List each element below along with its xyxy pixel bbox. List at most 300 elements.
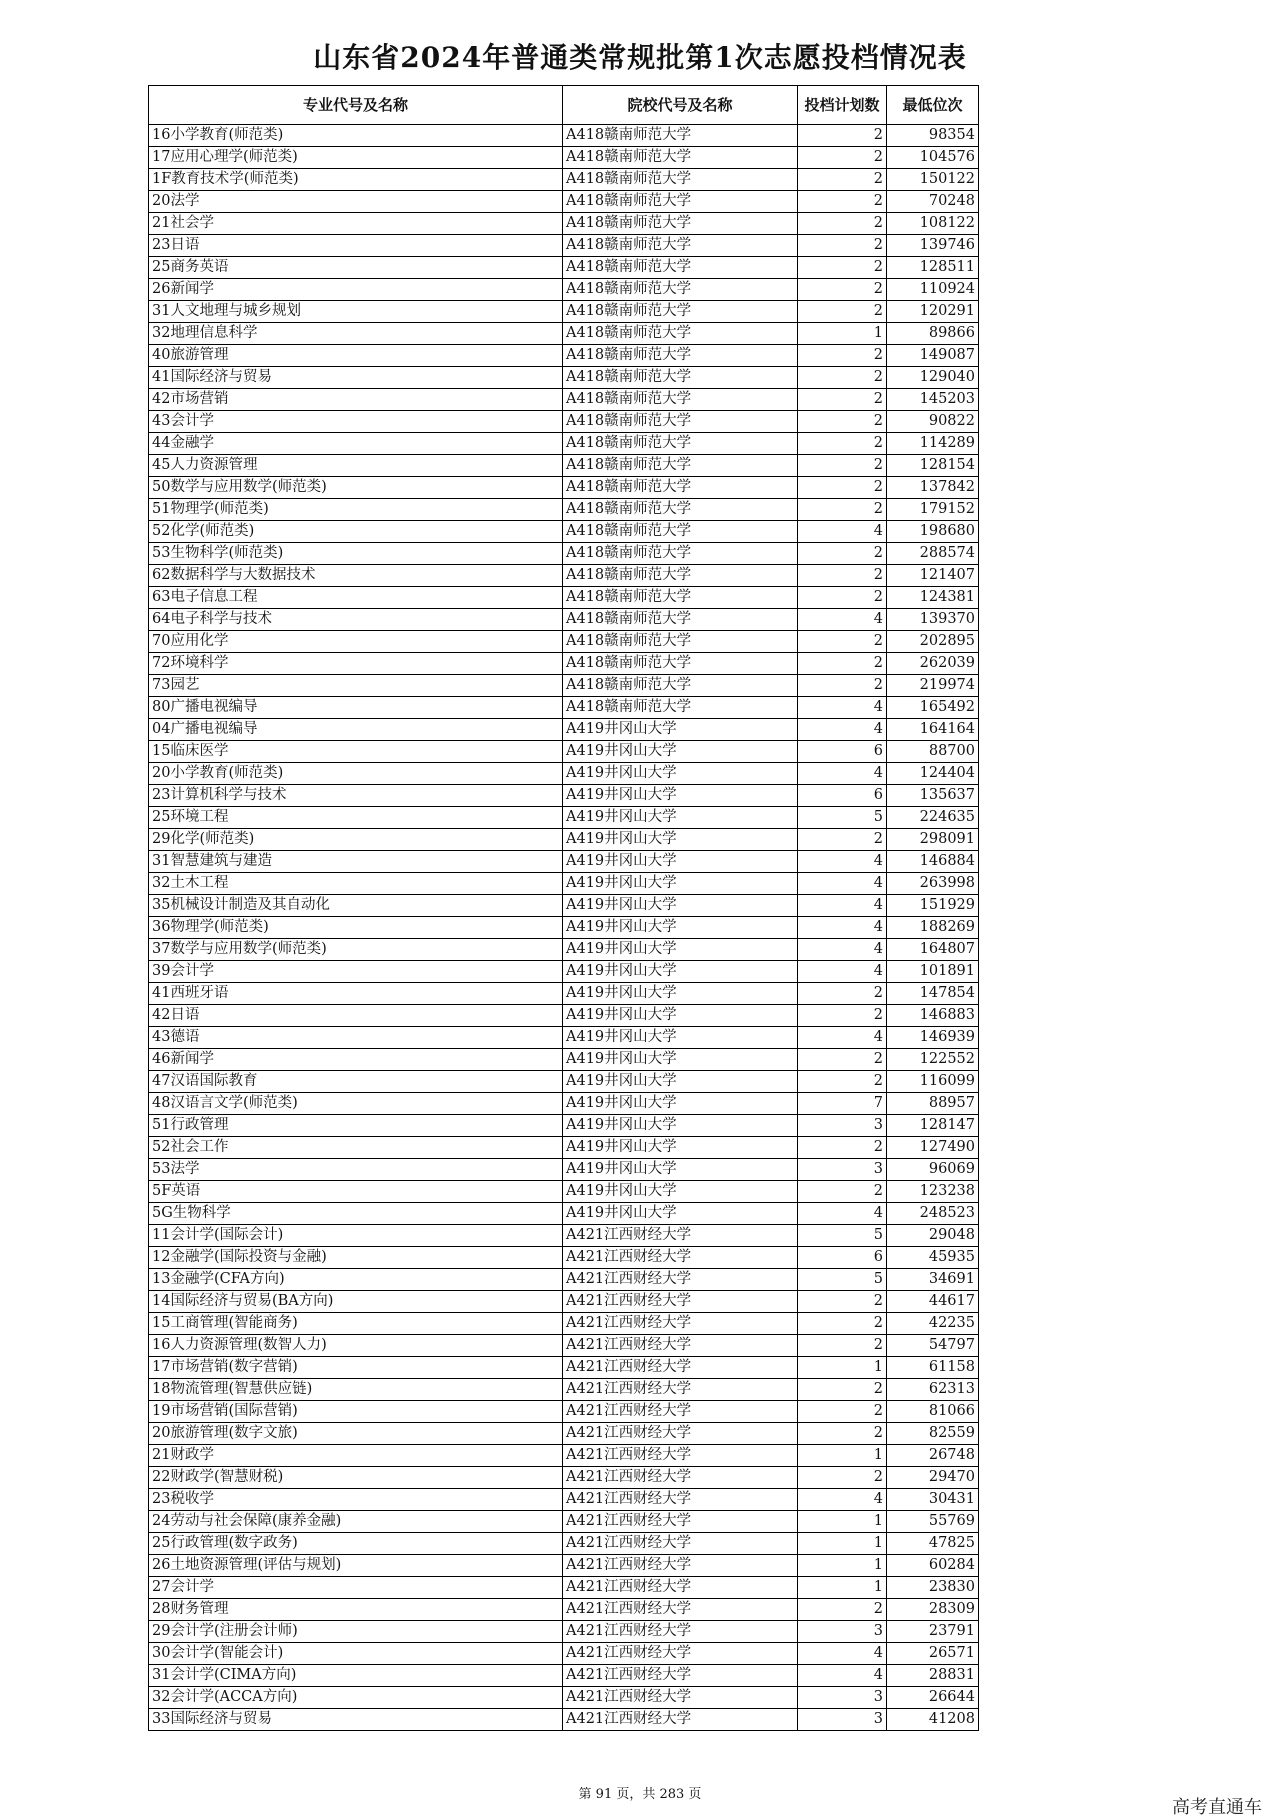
rank-cell: 28831 xyxy=(887,1665,979,1687)
rank-cell: 89866 xyxy=(887,323,979,345)
school-cell: A419井冈山大学 xyxy=(563,807,798,829)
plan-cell: 2 xyxy=(798,1423,887,1445)
plan-cell: 7 xyxy=(798,1093,887,1115)
watermark-text: 高考直通车 xyxy=(1172,1797,1262,1818)
major-cell: 31人文地理与城乡规划 xyxy=(149,301,563,323)
school-cell: A418赣南师范大学 xyxy=(563,257,798,279)
plan-cell: 2 xyxy=(798,433,887,455)
table-row xyxy=(149,961,979,983)
major-cell: 33国际经济与贸易 xyxy=(149,1709,563,1731)
table-row xyxy=(149,719,979,741)
rank-cell: 96069 xyxy=(887,1159,979,1181)
major-cell: 52化学(师范类) xyxy=(149,521,563,543)
rank-cell: 248523 xyxy=(887,1203,979,1225)
major-cell: 40旅游管理 xyxy=(149,345,563,367)
table-header-row xyxy=(149,86,979,125)
plan-cell: 2 xyxy=(798,367,887,389)
school-cell: A418赣南师范大学 xyxy=(563,389,798,411)
plan-cell: 2 xyxy=(798,829,887,851)
major-cell: 17市场营销(数字营销) xyxy=(149,1357,563,1379)
school-cell: A421江西财经大学 xyxy=(563,1269,798,1291)
table-row xyxy=(149,1665,979,1687)
school-cell: A421江西财经大学 xyxy=(563,1511,798,1533)
major-cell: 15工商管理(智能商务) xyxy=(149,1313,563,1335)
table-row xyxy=(149,1137,979,1159)
rank-cell: 146939 xyxy=(887,1027,979,1049)
major-cell: 53法学 xyxy=(149,1159,563,1181)
school-cell: A419井冈山大学 xyxy=(563,763,798,785)
major-cell: 23日语 xyxy=(149,235,563,257)
major-cell: 42市场营销 xyxy=(149,389,563,411)
table-row xyxy=(149,829,979,851)
plan-cell: 6 xyxy=(798,785,887,807)
plan-cell: 5 xyxy=(798,1225,887,1247)
admission-table xyxy=(148,85,979,1731)
page-number: 第 91 页，共 283 页 xyxy=(578,1787,702,1802)
plan-cell: 3 xyxy=(798,1709,887,1731)
school-cell: A418赣南师范大学 xyxy=(563,631,798,653)
rank-cell: 26748 xyxy=(887,1445,979,1467)
plan-cell: 2 xyxy=(798,477,887,499)
school-cell: A421江西财经大学 xyxy=(563,1577,798,1599)
major-cell: 42日语 xyxy=(149,1005,563,1027)
plan-cell: 1 xyxy=(798,1533,887,1555)
rank-cell: 104576 xyxy=(887,147,979,169)
school-cell: A418赣南师范大学 xyxy=(563,367,798,389)
school-cell: A421江西财经大学 xyxy=(563,1445,798,1467)
rank-cell: 151929 xyxy=(887,895,979,917)
plan-cell: 1 xyxy=(798,1511,887,1533)
table-row xyxy=(149,1159,979,1181)
plan-cell: 2 xyxy=(798,411,887,433)
major-cell: 43会计学 xyxy=(149,411,563,433)
major-cell: 52社会工作 xyxy=(149,1137,563,1159)
plan-cell: 4 xyxy=(798,1665,887,1687)
plan-cell: 2 xyxy=(798,279,887,301)
rank-cell: 114289 xyxy=(887,433,979,455)
school-cell: A419井冈山大学 xyxy=(563,1049,798,1071)
school-cell: A421江西财经大学 xyxy=(563,1357,798,1379)
rank-cell: 23830 xyxy=(887,1577,979,1599)
plan-cell: 2 xyxy=(798,235,887,257)
school-cell: A418赣南师范大学 xyxy=(563,609,798,631)
table-row xyxy=(149,1533,979,1555)
school-cell: A421江西财经大学 xyxy=(563,1291,798,1313)
school-cell: A421江西财经大学 xyxy=(563,1247,798,1269)
rank-cell: 135637 xyxy=(887,785,979,807)
major-cell: 63电子信息工程 xyxy=(149,587,563,609)
major-cell: 32会计学(ACCA方向) xyxy=(149,1687,563,1709)
rank-cell: 288574 xyxy=(887,543,979,565)
major-cell: 11会计学(国际会计) xyxy=(149,1225,563,1247)
rank-cell: 263998 xyxy=(887,873,979,895)
major-cell: 48汉语言文学(师范类) xyxy=(149,1093,563,1115)
plan-cell: 4 xyxy=(798,917,887,939)
major-cell: 5G生物科学 xyxy=(149,1203,563,1225)
table-row xyxy=(149,917,979,939)
rank-cell: 127490 xyxy=(887,1137,979,1159)
school-cell: A418赣南师范大学 xyxy=(563,521,798,543)
rank-cell: 47825 xyxy=(887,1533,979,1555)
table-row xyxy=(149,367,979,389)
plan-cell: 2 xyxy=(798,345,887,367)
rank-cell: 146883 xyxy=(887,1005,979,1027)
school-cell: A419井冈山大学 xyxy=(563,851,798,873)
plan-cell: 2 xyxy=(798,1049,887,1071)
school-cell: A421江西财经大学 xyxy=(563,1423,798,1445)
table-row xyxy=(149,675,979,697)
table-row xyxy=(149,631,979,653)
header-school: 院校代号及名称 xyxy=(563,86,798,125)
school-cell: A421江西财经大学 xyxy=(563,1379,798,1401)
school-cell: A419井冈山大学 xyxy=(563,785,798,807)
major-cell: 62数据科学与大数据技术 xyxy=(149,565,563,587)
major-cell: 80广播电视编导 xyxy=(149,697,563,719)
plan-cell: 2 xyxy=(798,631,887,653)
school-cell: A421江西财经大学 xyxy=(563,1225,798,1247)
table-row xyxy=(149,1423,979,1445)
major-cell: 44金融学 xyxy=(149,433,563,455)
plan-cell: 4 xyxy=(798,1643,887,1665)
school-cell: A418赣南师范大学 xyxy=(563,235,798,257)
school-cell: A419井冈山大学 xyxy=(563,1203,798,1225)
table-row xyxy=(149,411,979,433)
major-cell: 25行政管理(数字政务) xyxy=(149,1533,563,1555)
plan-cell: 3 xyxy=(798,1159,887,1181)
major-cell: 27会计学 xyxy=(149,1577,563,1599)
school-cell: A421江西财经大学 xyxy=(563,1467,798,1489)
table-row xyxy=(149,235,979,257)
rank-cell: 60284 xyxy=(887,1555,979,1577)
rank-cell: 146884 xyxy=(887,851,979,873)
rank-cell: 224635 xyxy=(887,807,979,829)
school-cell: A421江西财经大学 xyxy=(563,1313,798,1335)
rank-cell: 123238 xyxy=(887,1181,979,1203)
table-row xyxy=(149,895,979,917)
school-cell: A419井冈山大学 xyxy=(563,917,798,939)
major-cell: 5F英语 xyxy=(149,1181,563,1203)
major-cell: 70应用化学 xyxy=(149,631,563,653)
table-row xyxy=(149,1445,979,1467)
plan-cell: 4 xyxy=(798,719,887,741)
school-cell: A418赣南师范大学 xyxy=(563,653,798,675)
plan-cell: 2 xyxy=(798,587,887,609)
rank-cell: 34691 xyxy=(887,1269,979,1291)
plan-cell: 2 xyxy=(798,213,887,235)
rank-cell: 98354 xyxy=(887,125,979,147)
school-cell: A418赣南师范大学 xyxy=(563,455,798,477)
plan-cell: 4 xyxy=(798,895,887,917)
rank-cell: 88957 xyxy=(887,1093,979,1115)
rank-cell: 128511 xyxy=(887,257,979,279)
major-cell: 17应用心理学(师范类) xyxy=(149,147,563,169)
rank-cell: 55769 xyxy=(887,1511,979,1533)
school-cell: A419井冈山大学 xyxy=(563,741,798,763)
table-row xyxy=(149,1599,979,1621)
plan-cell: 2 xyxy=(798,1401,887,1423)
rank-cell: 28309 xyxy=(887,1599,979,1621)
plan-cell: 1 xyxy=(798,1445,887,1467)
school-cell: A419井冈山大学 xyxy=(563,1115,798,1137)
major-cell: 53生物科学(师范类) xyxy=(149,543,563,565)
table-row xyxy=(149,653,979,675)
major-cell: 26新闻学 xyxy=(149,279,563,301)
major-cell: 18物流管理(智慧供应链) xyxy=(149,1379,563,1401)
rank-cell: 165492 xyxy=(887,697,979,719)
plan-cell: 2 xyxy=(798,983,887,1005)
school-cell: A418赣南师范大学 xyxy=(563,345,798,367)
school-cell: A418赣南师范大学 xyxy=(563,433,798,455)
rank-cell: 88700 xyxy=(887,741,979,763)
plan-cell: 4 xyxy=(798,609,887,631)
rank-cell: 81066 xyxy=(887,1401,979,1423)
rank-cell: 101891 xyxy=(887,961,979,983)
major-cell: 12金融学(国际投资与金融) xyxy=(149,1247,563,1269)
table-row xyxy=(149,609,979,631)
major-cell: 32地理信息科学 xyxy=(149,323,563,345)
plan-cell: 2 xyxy=(798,1467,887,1489)
table-row xyxy=(149,455,979,477)
rank-cell: 198680 xyxy=(887,521,979,543)
rank-cell: 29048 xyxy=(887,1225,979,1247)
major-cell: 22财政学(智慧财税) xyxy=(149,1467,563,1489)
plan-cell: 6 xyxy=(798,741,887,763)
school-cell: A419井冈山大学 xyxy=(563,961,798,983)
rank-cell: 110924 xyxy=(887,279,979,301)
major-cell: 16小学教育(师范类) xyxy=(149,125,563,147)
rank-cell: 219974 xyxy=(887,675,979,697)
major-cell: 51行政管理 xyxy=(149,1115,563,1137)
school-cell: A419井冈山大学 xyxy=(563,1137,798,1159)
major-cell: 47汉语国际教育 xyxy=(149,1071,563,1093)
school-cell: A421江西财经大学 xyxy=(563,1599,798,1621)
major-cell: 20旅游管理(数字文旅) xyxy=(149,1423,563,1445)
plan-cell: 2 xyxy=(798,1291,887,1313)
plan-cell: 2 xyxy=(798,565,887,587)
table-row xyxy=(149,1027,979,1049)
school-cell: A419井冈山大学 xyxy=(563,1071,798,1093)
major-cell: 41国际经济与贸易 xyxy=(149,367,563,389)
school-cell: A418赣南师范大学 xyxy=(563,477,798,499)
school-cell: A419井冈山大学 xyxy=(563,983,798,1005)
school-cell: A418赣南师范大学 xyxy=(563,411,798,433)
school-cell: A418赣南师范大学 xyxy=(563,565,798,587)
rank-cell: 149087 xyxy=(887,345,979,367)
rank-cell: 128154 xyxy=(887,455,979,477)
school-cell: A418赣南师范大学 xyxy=(563,675,798,697)
table-row xyxy=(149,257,979,279)
table-row xyxy=(149,1401,979,1423)
table-row xyxy=(149,433,979,455)
plan-cell: 3 xyxy=(798,1687,887,1709)
plan-cell: 1 xyxy=(798,1555,887,1577)
plan-cell: 4 xyxy=(798,697,887,719)
school-cell: A421江西财经大学 xyxy=(563,1687,798,1709)
plan-cell: 2 xyxy=(798,1071,887,1093)
school-cell: A421江西财经大学 xyxy=(563,1621,798,1643)
school-cell: A419井冈山大学 xyxy=(563,895,798,917)
school-cell: A419井冈山大学 xyxy=(563,719,798,741)
table-row xyxy=(149,125,979,147)
major-cell: 29会计学(注册会计师) xyxy=(149,1621,563,1643)
rank-cell: 145203 xyxy=(887,389,979,411)
table-row xyxy=(149,1313,979,1335)
rank-cell: 179152 xyxy=(887,499,979,521)
table-row xyxy=(149,873,979,895)
plan-cell: 2 xyxy=(798,543,887,565)
table-row xyxy=(149,1555,979,1577)
rank-cell: 108122 xyxy=(887,213,979,235)
school-cell: A419井冈山大学 xyxy=(563,1027,798,1049)
plan-cell: 4 xyxy=(798,521,887,543)
school-cell: A419井冈山大学 xyxy=(563,1005,798,1027)
major-cell: 43德语 xyxy=(149,1027,563,1049)
table-row xyxy=(149,763,979,785)
plan-cell: 4 xyxy=(798,939,887,961)
school-cell: A421江西财经大学 xyxy=(563,1401,798,1423)
school-cell: A418赣南师范大学 xyxy=(563,213,798,235)
plan-cell: 2 xyxy=(798,1379,887,1401)
school-cell: A421江西财经大学 xyxy=(563,1335,798,1357)
table-row xyxy=(149,1071,979,1093)
major-cell: 29化学(师范类) xyxy=(149,829,563,851)
rank-cell: 202895 xyxy=(887,631,979,653)
table-row xyxy=(149,147,979,169)
rank-cell: 62313 xyxy=(887,1379,979,1401)
major-cell: 32土木工程 xyxy=(149,873,563,895)
table-row xyxy=(149,1093,979,1115)
major-cell: 37数学与应用数学(师范类) xyxy=(149,939,563,961)
rank-cell: 188269 xyxy=(887,917,979,939)
rank-cell: 54797 xyxy=(887,1335,979,1357)
table-row xyxy=(149,345,979,367)
rank-cell: 44617 xyxy=(887,1291,979,1313)
plan-cell: 2 xyxy=(798,191,887,213)
plan-cell: 2 xyxy=(798,169,887,191)
plan-cell: 5 xyxy=(798,1269,887,1291)
table-row xyxy=(149,807,979,829)
school-cell: A419井冈山大学 xyxy=(563,939,798,961)
table-row xyxy=(149,939,979,961)
table-row xyxy=(149,1335,979,1357)
major-cell: 04广播电视编导 xyxy=(149,719,563,741)
major-cell: 31智慧建筑与建造 xyxy=(149,851,563,873)
major-cell: 72环境科学 xyxy=(149,653,563,675)
school-cell: A418赣南师范大学 xyxy=(563,125,798,147)
rank-cell: 45935 xyxy=(887,1247,979,1269)
major-cell: 26土地资源管理(评估与规划) xyxy=(149,1555,563,1577)
rank-cell: 139370 xyxy=(887,609,979,631)
rank-cell: 61158 xyxy=(887,1357,979,1379)
rank-cell: 42235 xyxy=(887,1313,979,1335)
plan-cell: 3 xyxy=(798,1115,887,1137)
table-row xyxy=(149,983,979,1005)
school-cell: A421江西财经大学 xyxy=(563,1643,798,1665)
table-row xyxy=(149,785,979,807)
plan-cell: 5 xyxy=(798,807,887,829)
rank-cell: 147854 xyxy=(887,983,979,1005)
major-cell: 20小学教育(师范类) xyxy=(149,763,563,785)
rank-cell: 29470 xyxy=(887,1467,979,1489)
table-row xyxy=(149,1357,979,1379)
plan-cell: 2 xyxy=(798,455,887,477)
table-row xyxy=(149,477,979,499)
school-cell: A418赣南师范大学 xyxy=(563,499,798,521)
school-cell: A418赣南师范大学 xyxy=(563,697,798,719)
table-row xyxy=(149,1049,979,1071)
major-cell: 46新闻学 xyxy=(149,1049,563,1071)
plan-cell: 2 xyxy=(798,653,887,675)
rank-cell: 116099 xyxy=(887,1071,979,1093)
school-cell: A419井冈山大学 xyxy=(563,829,798,851)
table-row xyxy=(149,851,979,873)
plan-cell: 4 xyxy=(798,851,887,873)
plan-cell: 2 xyxy=(798,147,887,169)
table-row xyxy=(149,1005,979,1027)
rank-cell: 90822 xyxy=(887,411,979,433)
rank-cell: 122552 xyxy=(887,1049,979,1071)
table-row xyxy=(149,1115,979,1137)
major-cell: 50数学与应用数学(师范类) xyxy=(149,477,563,499)
major-cell: 36物理学(师范类) xyxy=(149,917,563,939)
school-cell: A419井冈山大学 xyxy=(563,1093,798,1115)
school-cell: A418赣南师范大学 xyxy=(563,147,798,169)
plan-cell: 1 xyxy=(798,1577,887,1599)
rank-cell: 298091 xyxy=(887,829,979,851)
major-cell: 14国际经济与贸易(BA方向) xyxy=(149,1291,563,1313)
table-row xyxy=(149,1247,979,1269)
school-cell: A419井冈山大学 xyxy=(563,873,798,895)
table-row xyxy=(149,191,979,213)
major-cell: 24劳动与社会保障(康养金融) xyxy=(149,1511,563,1533)
school-cell: A421江西财经大学 xyxy=(563,1555,798,1577)
header-major: 专业代号及名称 xyxy=(149,86,563,125)
major-cell: 19市场营销(国际营销) xyxy=(149,1401,563,1423)
table-row xyxy=(149,1709,979,1731)
table-row xyxy=(149,1225,979,1247)
table-row xyxy=(149,1621,979,1643)
school-cell: A418赣南师范大学 xyxy=(563,301,798,323)
plan-cell: 2 xyxy=(798,1181,887,1203)
plan-cell: 2 xyxy=(798,1005,887,1027)
major-cell: 20法学 xyxy=(149,191,563,213)
table-row xyxy=(149,213,979,235)
major-cell: 73园艺 xyxy=(149,675,563,697)
table-row xyxy=(149,521,979,543)
school-cell: A421江西财经大学 xyxy=(563,1489,798,1511)
rank-cell: 139746 xyxy=(887,235,979,257)
major-cell: 30会计学(智能会计) xyxy=(149,1643,563,1665)
plan-cell: 2 xyxy=(798,499,887,521)
school-cell: A418赣南师范大学 xyxy=(563,587,798,609)
plan-cell: 2 xyxy=(798,1137,887,1159)
plan-cell: 4 xyxy=(798,1027,887,1049)
plan-cell: 4 xyxy=(798,763,887,785)
table-row xyxy=(149,323,979,345)
major-cell: 25环境工程 xyxy=(149,807,563,829)
table-row xyxy=(149,565,979,587)
rank-cell: 129040 xyxy=(887,367,979,389)
rank-cell: 23791 xyxy=(887,1621,979,1643)
plan-cell: 4 xyxy=(798,873,887,895)
table-row xyxy=(149,1511,979,1533)
school-cell: A421江西财经大学 xyxy=(563,1709,798,1731)
table-row xyxy=(149,1643,979,1665)
table-row xyxy=(149,741,979,763)
plan-cell: 2 xyxy=(798,125,887,147)
school-cell: A418赣南师范大学 xyxy=(563,169,798,191)
major-cell: 21社会学 xyxy=(149,213,563,235)
